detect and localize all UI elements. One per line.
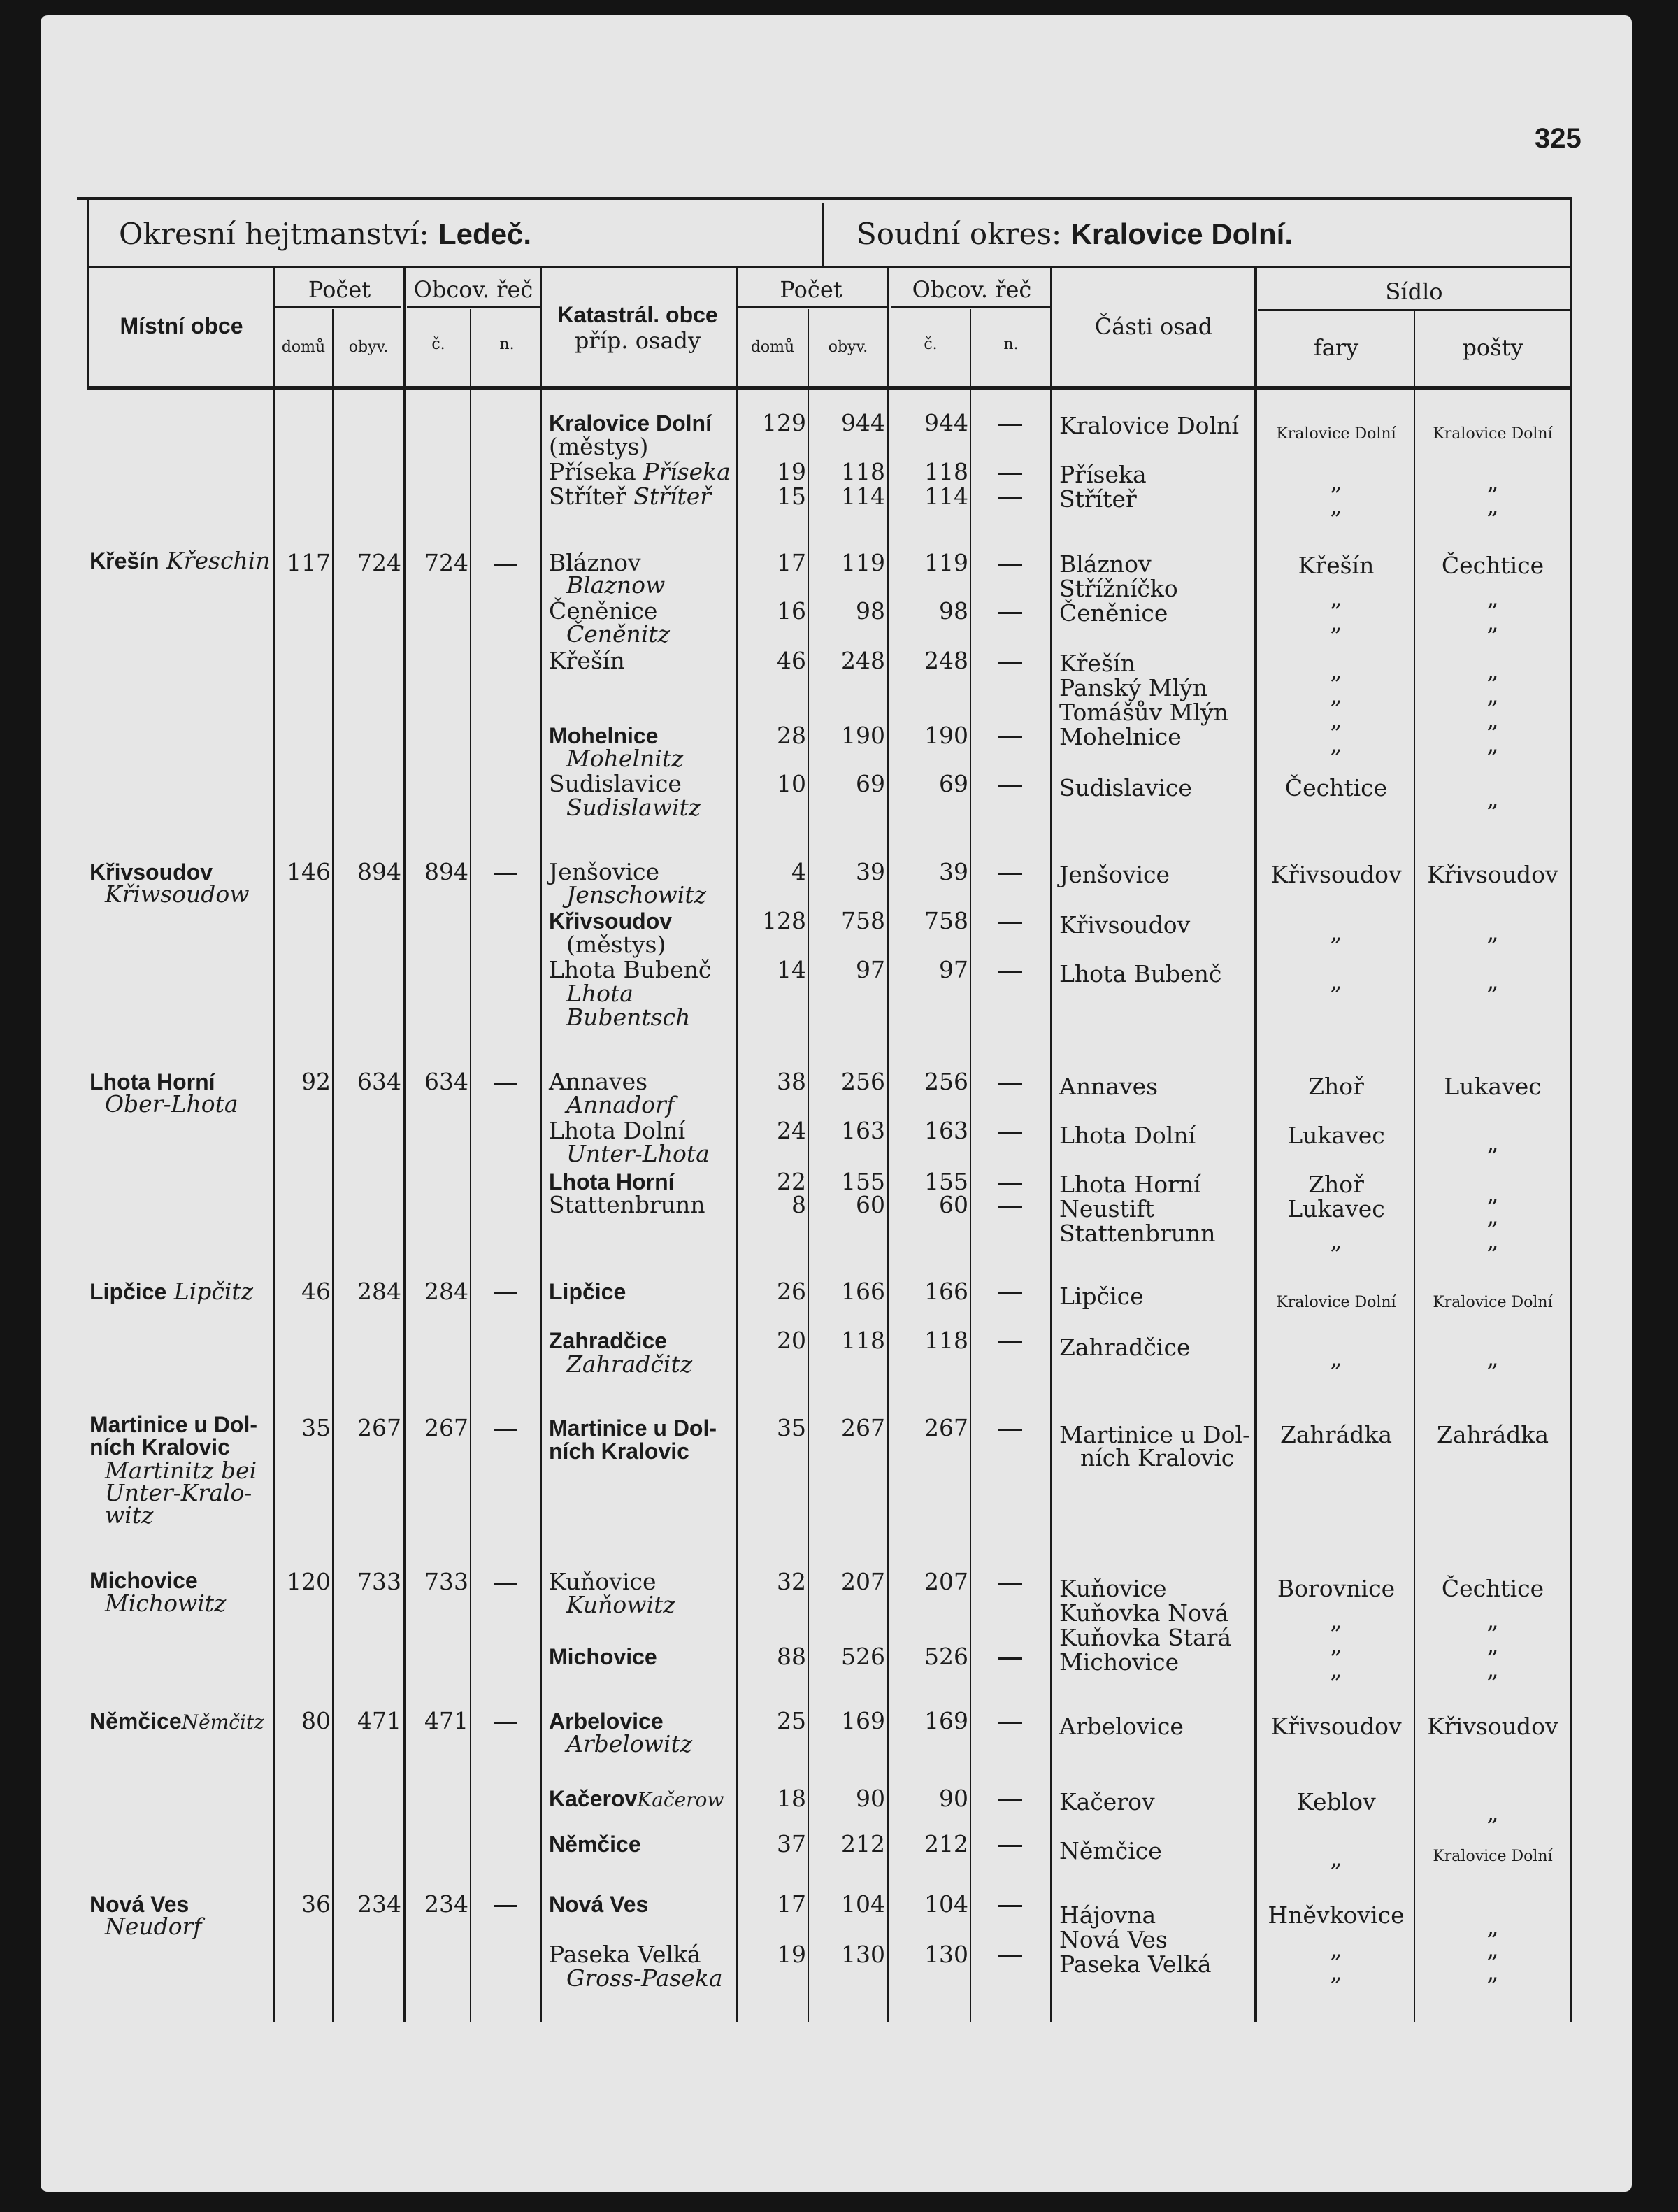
cadastre-name: Stattenbrunn [549,1191,705,1218]
dash-mark [998,971,1022,973]
col-rule [403,268,406,2022]
part-name: Paseka Velká [1059,1950,1212,1978]
cadastre-name: Arbelovice [549,1708,664,1734]
col-rule [808,309,809,2022]
part-name: Lipčice [1059,1283,1144,1310]
parish-seat: Křivsoudov [1270,1713,1402,1740]
cadastre-note: (městys) [566,931,666,958]
col-katastr-1: Katastrál. obce [557,302,718,327]
municipality-name: Křivsoudov [89,859,213,885]
parish-seat: Čechtice [1284,774,1388,801]
col-katastr-2: příp. osady [574,327,701,354]
municipality-german: Unter-Kralo- [105,1479,252,1506]
header-box-bottom-rule [87,266,1572,268]
dash-mark [494,564,517,566]
cadastre-name: Martinice u Dol- [549,1415,717,1441]
dash-mark [494,1583,517,1585]
cadastre-german: Gross-Paseka [566,1964,723,1992]
part-name: Střížníčko [1059,575,1178,602]
col-sidlo: Sídlo [1385,278,1443,305]
part-name: Kuňovka Nová [1059,1599,1229,1627]
dash-mark [998,662,1022,664]
cadastre-name: Bláznov [549,549,641,576]
dash-mark [998,1429,1022,1431]
part-name: Annaves [1059,1073,1159,1100]
dash-mark [494,1905,517,1907]
col-domu-1: domů [281,338,326,356]
cadastre-german: Bubentsch [566,1004,691,1031]
cadastre-german: Sudislawitz [566,794,701,821]
cadastre-name: Michovice [549,1644,657,1669]
parish-seat: Zhoř [1308,1171,1364,1198]
part-name: Martinice u Dol- [1059,1421,1251,1448]
dash-mark [998,1292,1022,1294]
cadastre-german: Mohelnitz [566,745,684,772]
header-bottom-rule [87,386,1572,390]
part-name: Stattenbrunn [1059,1220,1216,1247]
part-name: Zahradčice [1059,1334,1191,1361]
table-left-rule [87,197,89,390]
part-name: ních Kralovic [1080,1444,1235,1471]
col-fary: fary [1313,334,1359,361]
parish-seat: Lukavec [1287,1122,1385,1149]
cadastre-name: Lhota Dolní [549,1117,686,1144]
col-domu-2: domů [750,338,795,356]
municipality-german: Martinitz bei [105,1457,257,1484]
part-name: Křivsoudov [1059,911,1191,939]
col-rule [1050,268,1052,2022]
dash-mark [998,497,1022,499]
cadastre-name: Lhota Bubenč [549,956,712,983]
parish-seat: Křivsoudov [1270,861,1402,888]
district-name: Ledeč. [438,217,532,250]
dash-mark [998,1955,1022,1957]
part-name: Kačerov [1059,1788,1155,1815]
municipality-name: Michovice [89,1568,198,1593]
dash-mark [494,1429,517,1431]
part-name: Jenšovice [1059,861,1170,888]
cadastre-name: ních Kralovic [549,1439,689,1464]
dash-mark [998,873,1022,875]
part-name: Čeněnice [1059,599,1168,627]
part-name: Lhota Horní [1059,1171,1201,1198]
court-header: Soudní okres: Kralovice Dolní. [856,217,1293,251]
municipality-german: witz [105,1501,154,1529]
table-right-rule [1570,197,1572,2022]
dash-mark [998,1206,1022,1208]
parish-seat: Kralovice Dolní [1276,425,1396,443]
cadastre-name: Příseka Příseka [549,458,731,485]
part-name: Neustift [1059,1195,1154,1222]
part-name: Mohelnice [1059,723,1182,750]
part-name: Michovice [1059,1648,1179,1676]
cadastre-name: Kralovice Dolní [549,411,712,436]
part-name: Arbelovice [1059,1713,1184,1740]
part-name: Stříteř [1059,485,1137,513]
col-n-2: n. [1003,336,1019,353]
part-name: Kuňovka Stará [1059,1624,1232,1651]
dash-mark [998,1905,1022,1907]
col-posty: pošty [1462,334,1523,361]
municipality-name: Lhota Horní [89,1069,215,1094]
part-name: Příseka [1059,461,1147,488]
cadastre-name: Stříteř Stříteř [549,483,712,510]
cadastre-german: Blaznow [566,571,666,599]
col-rule [887,268,889,2022]
parish-seat: Lukavec [1287,1195,1385,1222]
post-seat: Křivsoudov [1427,1713,1558,1740]
municipality-german: Neudorf [105,1913,202,1940]
part-name: Lhota Dolní [1059,1122,1196,1149]
municipality-name: Nová Ves [89,1892,189,1917]
col-pocet-1: Počet [308,276,371,303]
col-rule [736,268,738,2022]
parish-seat: Zahrádka [1279,1421,1393,1448]
part-name: Hájovna [1059,1901,1156,1929]
post-seat: Čechtice [1441,1575,1544,1602]
dash-mark [998,473,1022,475]
cadastre-name: Němčice [549,1832,641,1857]
municipality-name: Křešín Křeschin [89,547,271,574]
col-mistni-obce: Místní obce [120,313,243,338]
dash-mark [998,564,1022,566]
dash-mark [998,1341,1022,1343]
col-pocet-2: Počet [780,276,842,303]
dash-mark [494,1722,517,1724]
col-c-2: č. [924,336,938,353]
district-header: Okresní hejtmanství: Ledeč. [119,217,532,251]
municipality-name: ních Kralovic [89,1434,230,1460]
municipality-german: Ober-Lhota [105,1090,238,1118]
parish-seat: Kralovice Dolní [1276,1294,1396,1311]
dash-mark [998,1083,1022,1085]
cadastre-name: Lhota Horní [549,1169,675,1194]
municipality-name: NěmčiceNěmčitz [89,1708,264,1734]
cadastre-name: Lipčice [549,1279,626,1304]
parish-seat: Křešín [1298,552,1375,579]
part-name: Lhota Bubenč [1059,960,1222,987]
cadastre-name: Čeněnice [549,597,658,625]
col-rule [273,268,275,2022]
dash-mark [998,612,1022,614]
col-c-1: č. [431,336,445,353]
dash-mark [998,1722,1022,1724]
post-seat: Kralovice Dolní [1433,425,1553,443]
col-rule [332,309,334,2022]
post-seat: Čechtice [1441,552,1544,579]
part-name: Tomášův Mlýn [1059,699,1228,726]
municipality-german: Michowitz [105,1590,227,1617]
parish-seat: Hněvkovice [1268,1901,1405,1929]
cadastre-name: Jenšovice [549,858,660,885]
part-name: Panský Mlýn [1059,674,1207,701]
col-casti-osad: Části osad [1094,313,1213,340]
post-seat: Křivsoudov [1427,861,1558,888]
dash-mark [998,736,1022,738]
col-rule [540,268,542,2022]
col-n-1: n. [499,336,515,353]
col-obcov-1: Obcov. řeč [413,276,533,303]
col-rule [970,309,971,2022]
col-obyv-1: obyv. [348,338,389,356]
cadastre-name: Kuňovice [549,1568,657,1595]
dash-mark [998,785,1022,787]
cadastre-german: Zahradčitz [566,1350,693,1378]
cadastre-name: Mohelnice [549,723,659,748]
post-seat: Lukavec [1444,1073,1542,1100]
post-seat: Kralovice Dolní [1433,1294,1553,1311]
dash-mark [998,1132,1022,1134]
header-divider-rule [822,203,824,267]
cadastre-name: KačerovKačerow [549,1786,724,1811]
parish-seat: Borovnice [1277,1575,1396,1602]
cadastre-german: Arbelowitz [566,1730,693,1757]
dash-mark [494,1292,517,1294]
part-name: Křešín [1059,650,1135,677]
cadastre-name: Zahradčice [549,1328,667,1353]
col-obyv-2: obyv. [828,338,868,356]
dash-mark [998,1583,1022,1585]
parish-seat: Zhoř [1308,1073,1364,1100]
cadastre-german: Jenschowitz [566,881,706,908]
dash-mark [998,1657,1022,1660]
col-obcov-2: Obcov. řeč [912,276,1032,303]
cadastre-name: Sudislavice [549,770,682,797]
municipality-name: Lipčice Lipčitz [89,1278,254,1305]
dash-mark [998,1183,1022,1185]
cadastre-name: Paseka Velká [549,1941,701,1968]
cadastre-german: Unter-Lhota [566,1140,710,1167]
dash-mark [494,873,517,875]
part-name: Kuňovice [1059,1575,1167,1602]
cadastre-german: Lhota [566,980,633,1007]
part-name: Kralovice Dolní [1059,412,1239,439]
top-rule [77,197,1572,200]
post-seat: Zahrádka [1436,1421,1549,1448]
dash-mark [998,424,1022,426]
dash-mark [998,1799,1022,1801]
dash-mark [998,922,1022,924]
cadastre-name: Annaves [549,1068,648,1095]
cadastre-name: Nová Ves [549,1892,649,1917]
page-number: 325 [1535,123,1582,154]
cadastre-german: Čeněnitz [566,620,671,648]
cadastre-german: Annadorf [566,1091,675,1118]
part-name: Bláznov [1059,550,1152,578]
court-name: Kralovice Dolní. [1070,217,1293,250]
municipality-name: Martinice u Dol- [89,1412,258,1437]
post-seat: Kralovice Dolní [1433,1848,1553,1865]
dash-mark [494,1083,517,1085]
parish-seat: Keblov [1296,1788,1376,1815]
part-name: Němčice [1059,1837,1162,1864]
part-name: Nová Ves [1059,1926,1168,1953]
municipality-german: Křiwsoudow [105,880,250,908]
part-name: Sudislavice [1059,774,1192,801]
dash-mark [998,1845,1022,1847]
cadastre-name: Křešín [549,647,625,674]
col-rule [470,309,471,2022]
cadastre-note: (městys) [549,433,649,460]
cadastre-name: Křivsoudov [549,908,673,934]
cadastre-german: Kuňowitz [566,1591,675,1618]
col-rule [1254,268,1257,2022]
